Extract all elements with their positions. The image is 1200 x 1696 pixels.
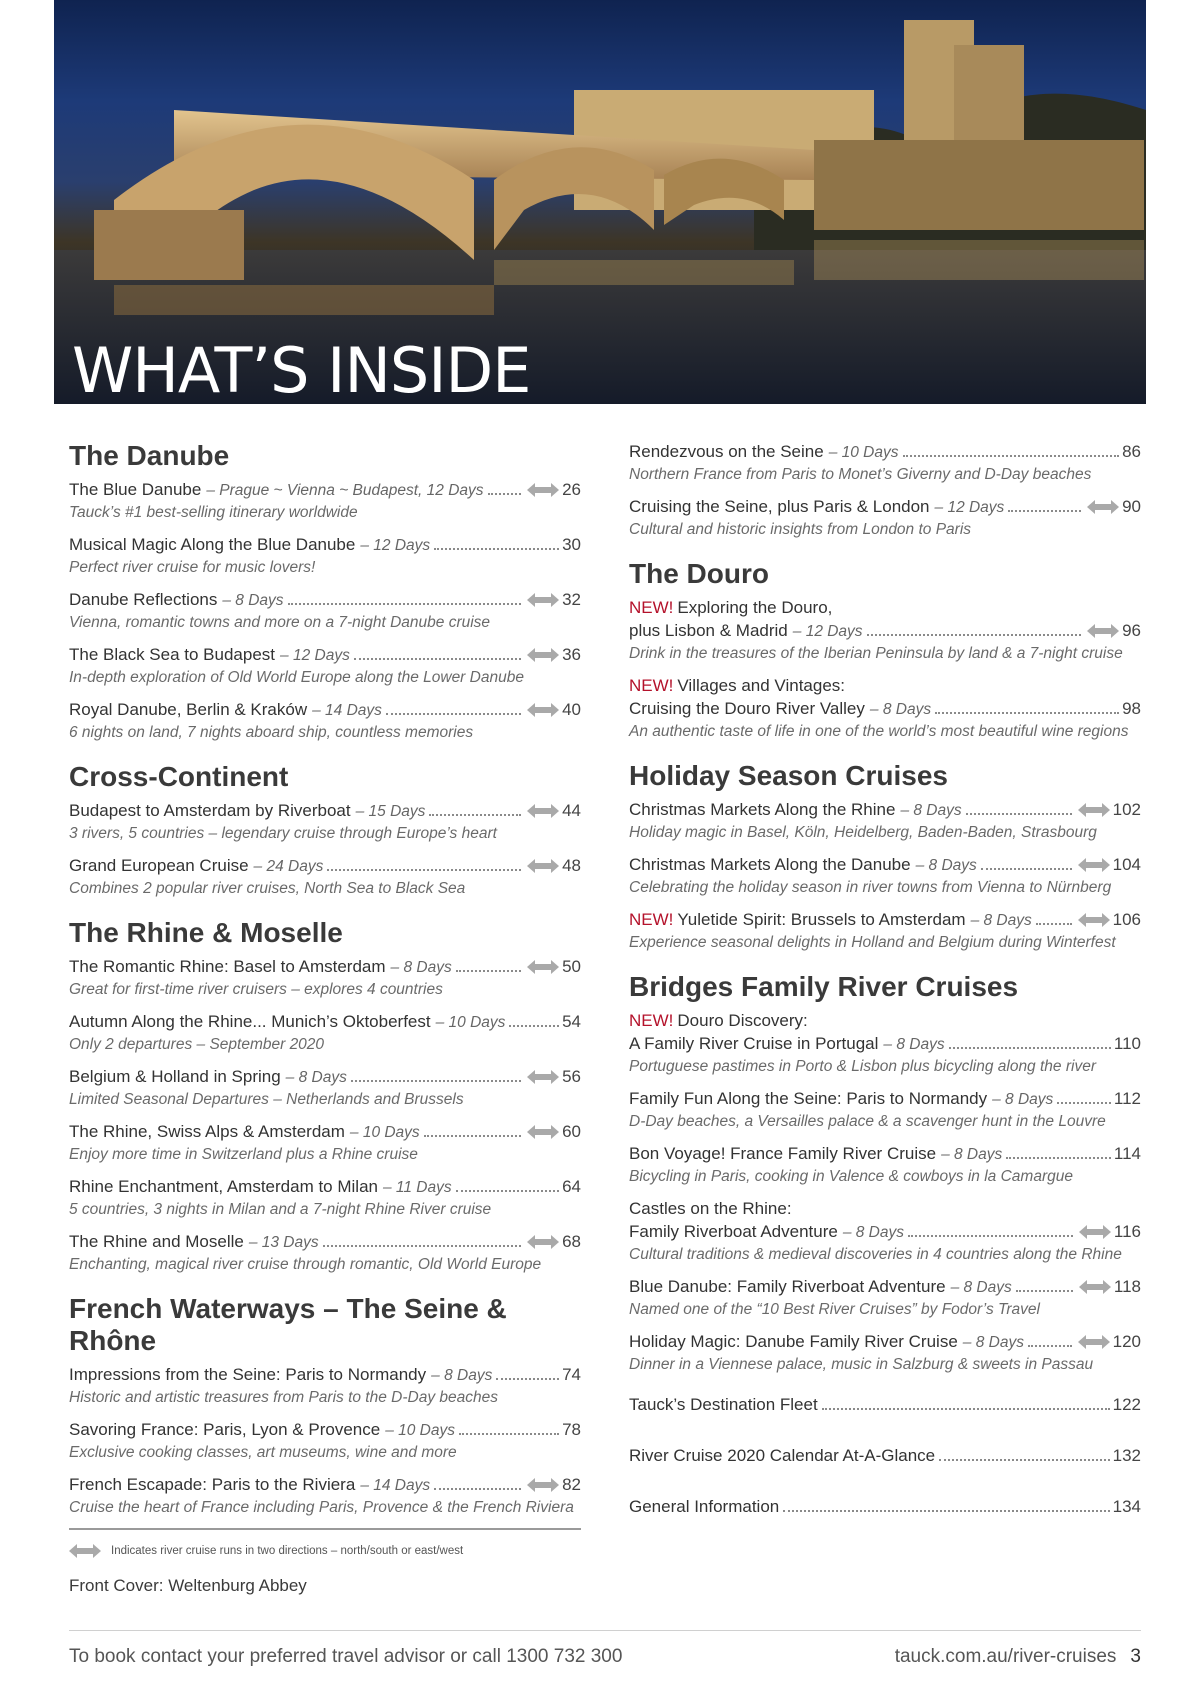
entry-title: Grand European Cruise	[69, 856, 249, 875]
toc-entry[interactable]	[629, 853, 1141, 898]
dot-leader	[966, 813, 1072, 815]
double-arrow-icon	[527, 1478, 559, 1492]
entry-title: General Information	[629, 1497, 780, 1516]
toc-entry[interactable]	[629, 1444, 1141, 1467]
dot-leader	[509, 1025, 559, 1027]
dot-leader	[424, 1135, 521, 1137]
entry-line	[69, 1175, 581, 1199]
entry-pre-title: Villages and Vintages:	[677, 676, 845, 695]
entry-title: River Cruise 2020 Calendar At-A-Glance	[629, 1446, 936, 1465]
entry-line	[69, 533, 581, 557]
entry-title: Tauck’s Destination Fleet	[629, 1395, 818, 1414]
entry-subtitle: Exclusive cooking classes, art museums, wine and more	[69, 1444, 457, 1461]
double-arrow-icon	[527, 703, 559, 717]
entry-duration: – 14 Days	[312, 702, 382, 719]
left-column	[69, 440, 581, 1596]
page-number: 112	[1113, 1089, 1141, 1108]
entry-line	[629, 908, 1141, 932]
dot-leader	[1028, 1345, 1072, 1347]
page-number: 30	[562, 535, 581, 554]
entry-pre-line	[629, 1197, 1141, 1220]
entry-line	[69, 478, 581, 502]
entry-title: The Rhine and Moselle	[69, 1232, 244, 1251]
page-number: 96	[1122, 621, 1141, 640]
entry-line	[69, 1363, 581, 1387]
toc-entry[interactable]	[629, 1393, 1141, 1416]
page-number: 50	[562, 957, 581, 976]
toc-entry[interactable]	[69, 588, 581, 633]
page-number: 68	[562, 1232, 581, 1251]
entry-title: Savoring France: Paris, Lyon & Provence	[69, 1420, 381, 1439]
entry-subtitle: Perfect river cruise for music lovers!	[69, 559, 316, 576]
dot-leader	[1057, 1102, 1111, 1104]
page-number: 26	[562, 480, 581, 499]
entry-line	[69, 799, 581, 823]
toc-entry[interactable]	[69, 799, 581, 844]
dot-leader	[1008, 510, 1081, 512]
toc-entry[interactable]	[69, 1175, 581, 1220]
entry-subtitle: 3 rivers, 5 countries – legendary cruise through Europe’s heart	[69, 825, 497, 842]
entry-subtitle: Cultural traditions & medieval discoveries in 4 countries along the Rhine	[629, 1246, 1122, 1263]
toc-entry[interactable]	[69, 698, 581, 743]
dot-leader	[434, 548, 559, 550]
entry-duration: – 8 Days	[431, 1367, 493, 1384]
section-heading: The Douro	[629, 558, 769, 589]
entry-subtitle: Northern France from Paris to Monet’s Giverny and D-Day beaches	[629, 466, 1092, 483]
double-arrow-icon	[1078, 858, 1110, 872]
entry-line	[69, 588, 581, 612]
double-arrow-icon	[1087, 624, 1119, 638]
entry-duration: – 10 Days	[828, 444, 899, 461]
page-number: 56	[562, 1067, 581, 1086]
entry-subtitle: Great for first-time river cruisers – explores 4 countries	[69, 981, 443, 998]
dot-leader	[386, 713, 521, 715]
double-arrow-icon	[527, 593, 559, 607]
entry-line	[629, 1087, 1141, 1111]
entry-line	[69, 1230, 581, 1254]
double-arrow-icon	[1087, 500, 1119, 514]
entry-title: Christmas Markets Along the Rhine	[629, 800, 896, 819]
entry-line	[629, 697, 1141, 721]
toc-entry[interactable]	[629, 495, 1141, 540]
entry-duration: – 8 Days	[992, 1091, 1054, 1108]
section-heading: French Waterways – The Seine & Rhône	[69, 1293, 507, 1356]
entry-duration: – 8 Days	[883, 1036, 945, 1053]
entry-line	[629, 1393, 1141, 1416]
toc-entry[interactable]	[629, 798, 1141, 843]
entry-pre-title: Castles on the Rhine:	[629, 1199, 792, 1218]
new-badge: NEW!	[629, 1011, 674, 1030]
entry-pre-line	[629, 674, 1141, 697]
page-number: 90	[1122, 497, 1141, 516]
entry-title: Rhine Enchantment, Amsterdam to Milan	[69, 1177, 378, 1196]
entry-duration: – 10 Days	[349, 1124, 420, 1141]
entry-subtitle: Celebrating the holiday season in river towns from Vienna to Nürnberg	[629, 879, 1112, 896]
entry-title: The Romantic Rhine: Basel to Amsterdam	[69, 957, 386, 976]
entry-line	[69, 1418, 581, 1442]
section-heading: Cross-Continent	[69, 761, 289, 792]
dot-leader	[456, 970, 521, 972]
page-number: 106	[1112, 910, 1141, 929]
entry-subtitle: Named one of the “10 Best River Cruises” by Fodor’s Travel	[629, 1301, 1040, 1318]
page-number: 48	[562, 856, 581, 875]
entry-duration: – 8 Days	[915, 857, 977, 874]
entry-line	[629, 853, 1141, 877]
entry-line	[629, 440, 1141, 464]
entry-duration: – 12 Days	[360, 537, 431, 554]
entry-line	[69, 854, 581, 878]
toc-entry[interactable]	[69, 1473, 581, 1518]
page-number: 102	[1112, 800, 1141, 819]
entry-line	[629, 1275, 1141, 1299]
page-number: 120	[1112, 1332, 1141, 1351]
entry-subtitle: Experience seasonal delights in Holland and Belgium during Winterfest	[629, 934, 1116, 951]
toc-entry[interactable]	[629, 1495, 1141, 1518]
dot-leader	[867, 634, 1082, 636]
toc-entry[interactable]	[629, 440, 1141, 485]
entry-duration: – 15 Days	[355, 803, 426, 820]
dot-leader	[939, 1459, 1109, 1461]
entry-subtitle: Historic and artistic treasures from Paris to the D-Day beaches	[69, 1389, 498, 1406]
page-number: 78	[562, 1420, 581, 1439]
toc-entry[interactable]	[629, 674, 1141, 742]
entry-subtitle: Limited Seasonal Departures – Netherlands and Brussels	[69, 1091, 464, 1108]
entry-duration: – 8 Days	[842, 1224, 904, 1241]
entry-title: plus Lisbon & Madrid	[629, 621, 788, 640]
double-arrow-icon	[1079, 1280, 1111, 1294]
toc-entry[interactable]	[69, 1120, 581, 1165]
toc-entry[interactable]	[629, 596, 1141, 664]
entry-duration: – 8 Days	[941, 1146, 1003, 1163]
double-arrow-icon	[527, 648, 559, 662]
dot-leader	[351, 1080, 521, 1082]
dot-leader	[935, 712, 1119, 714]
double-arrow-icon	[1079, 1225, 1111, 1239]
entry-title: The Black Sea to Budapest	[69, 645, 276, 664]
page-number: 82	[562, 1475, 581, 1494]
footer-url[interactable]: tauck.com.au/river-cruises	[894, 1646, 1117, 1667]
double-arrow-icon	[527, 1070, 559, 1084]
double-arrow-icon	[527, 483, 559, 497]
legend-divider	[69, 1528, 581, 1530]
entry-line	[69, 643, 581, 667]
dot-leader	[429, 814, 521, 816]
entry-duration: – 8 Days	[962, 1334, 1024, 1351]
entry-line	[629, 1220, 1141, 1244]
entry-title: Cruising the Seine, plus Paris & London	[629, 497, 930, 516]
entry-duration: – Prague ~ Vienna ~ Budapest, 12 Days	[206, 482, 484, 499]
entry-title: Impressions from the Seine: Paris to Normandy	[69, 1365, 427, 1384]
entry-subtitle: Combines 2 popular river cruises, North Sea to Black Sea	[69, 880, 466, 897]
page-number: 40	[562, 700, 581, 719]
entry-title: Family Riverboat Adventure	[629, 1222, 838, 1241]
new-badge: NEW!	[629, 676, 674, 695]
entry-title: A Family River Cruise in Portugal	[629, 1034, 879, 1053]
toc-entry[interactable]	[629, 1275, 1141, 1320]
dot-leader	[949, 1047, 1111, 1049]
section-heading: Holiday Season Cruises	[629, 760, 949, 791]
dot-leader	[783, 1510, 1109, 1512]
new-badge: NEW!	[629, 910, 674, 929]
right-column	[629, 440, 1141, 1528]
dot-leader	[1036, 923, 1072, 925]
entry-subtitle: Cruise the heart of France including Paris, Provence & the French Riviera	[69, 1499, 574, 1516]
entry-subtitle: An authentic taste of life in one of the world’s most beautiful wine regions	[629, 723, 1129, 740]
entry-title: Royal Danube, Berlin & Kraków	[69, 700, 308, 719]
entry-duration: – 8 Days	[950, 1279, 1012, 1296]
dot-leader	[327, 869, 521, 871]
dot-leader	[908, 1235, 1073, 1237]
dot-leader	[1016, 1290, 1073, 1292]
new-badge: NEW!	[629, 598, 674, 617]
page-number: 110	[1113, 1034, 1141, 1053]
entry-line	[629, 495, 1141, 519]
entry-duration: – 13 Days	[248, 1234, 319, 1251]
page-number: 132	[1112, 1446, 1141, 1465]
section-heading: The Danube	[69, 440, 230, 471]
dot-leader	[323, 1245, 521, 1247]
page-number: 36	[562, 645, 581, 664]
dot-leader	[288, 603, 522, 605]
entry-line	[629, 1330, 1141, 1354]
dot-leader	[434, 1488, 521, 1490]
entry-title: Musical Magic Along the Blue Danube	[69, 535, 356, 554]
entry-duration: – 10 Days	[435, 1014, 506, 1031]
toc-entry[interactable]	[69, 955, 581, 1000]
entry-subtitle: D-Day beaches, a Versailles palace & a scavenger hunt in the Louvre	[629, 1113, 1106, 1130]
footer-url-block	[895, 1646, 1141, 1668]
page-title: WHAT’S INSIDE	[72, 334, 531, 404]
entry-duration: – 8 Days	[900, 802, 962, 819]
entry-duration: – 8 Days	[390, 959, 452, 976]
entry-subtitle: Enchanting, magical river cruise through romantic, Old World Europe	[69, 1256, 542, 1273]
entry-line	[629, 1142, 1141, 1166]
toc-entry[interactable]	[629, 1197, 1141, 1265]
toc-entry[interactable]	[69, 533, 581, 578]
double-arrow-icon	[527, 859, 559, 873]
entry-duration: – 14 Days	[360, 1477, 431, 1494]
double-arrow-icon	[527, 1125, 559, 1139]
toc-entry[interactable]	[69, 1363, 581, 1408]
entry-title: The Rhine, Swiss Alps & Amsterdam	[69, 1122, 345, 1141]
entry-subtitle: In-depth exploration of Old World Europe along the Lower Danube	[69, 669, 524, 686]
dot-leader	[488, 493, 522, 495]
page-number: 74	[562, 1365, 581, 1384]
page-number: 98	[1122, 699, 1141, 718]
footer-page-number: 3	[1130, 1646, 1141, 1667]
entry-subtitle: 5 countries, 3 nights in Milan and a 7-night Rhine River cruise	[69, 1201, 492, 1218]
entry-subtitle: Portuguese pastimes in Porto & Lisbon plus bicycling along the river	[629, 1058, 1096, 1075]
toc-entry[interactable]	[69, 643, 581, 688]
toc-entry[interactable]	[629, 1142, 1141, 1187]
toc-entry[interactable]	[69, 854, 581, 899]
entry-line	[629, 1032, 1141, 1056]
toc-entry[interactable]	[69, 1230, 581, 1275]
entry-line	[69, 698, 581, 722]
page-number: 118	[1113, 1277, 1141, 1296]
entry-title: Holiday Magic: Danube Family River Cruise	[629, 1332, 958, 1351]
dot-leader	[903, 455, 1120, 457]
entry-title: Family Fun Along the Seine: Paris to Normandy	[629, 1089, 988, 1108]
double-arrow-icon	[69, 1544, 101, 1558]
toc-entry[interactable]	[629, 1009, 1141, 1077]
double-arrow-icon	[527, 804, 559, 818]
entry-duration: – 11 Days	[382, 1179, 452, 1196]
dot-leader	[822, 1408, 1110, 1410]
front-cover-caption: Front Cover: Weltenburg Abbey	[69, 1576, 307, 1595]
entry-title: Danube Reflections	[69, 590, 218, 609]
entry-duration: – 8 Days	[285, 1069, 347, 1086]
page-number: 122	[1112, 1395, 1141, 1414]
section-heading: The Rhine & Moselle	[69, 917, 343, 948]
dot-leader	[459, 1433, 559, 1435]
page-number: 134	[1112, 1497, 1141, 1516]
page-number: 44	[562, 801, 581, 820]
entry-pre-title: Exploring the Douro,	[677, 598, 833, 617]
entry-duration: – 12 Days	[792, 623, 863, 640]
dot-leader	[1006, 1157, 1111, 1159]
entry-subtitle: Drink in the treasures of the Iberian Peninsula by land & a 7-night cruise	[629, 645, 1123, 662]
entry-title: The Blue Danube	[69, 480, 202, 499]
entry-pre-title: Douro Discovery:	[677, 1011, 808, 1030]
footer-contact: To book contact your preferred travel advisor or call 1300 732 300	[69, 1646, 623, 1667]
entry-line	[629, 619, 1141, 643]
entry-subtitle: Enjoy more time in Switzerland plus a Rhine cruise	[69, 1146, 418, 1163]
entry-line	[69, 955, 581, 979]
entry-line	[629, 1444, 1141, 1467]
section-heading: Bridges Family River Cruises	[629, 971, 1019, 1002]
toc-entry[interactable]	[629, 908, 1141, 953]
entry-duration: – 10 Days	[385, 1422, 455, 1439]
page-number: 116	[1113, 1222, 1141, 1241]
entry-title: Belgium & Holland in Spring	[69, 1067, 281, 1086]
toc-entry[interactable]	[69, 1418, 581, 1463]
toc-entry[interactable]	[69, 1065, 581, 1110]
double-arrow-icon	[1078, 1335, 1110, 1349]
hero-image	[54, 0, 1146, 404]
dot-leader	[456, 1190, 559, 1192]
page-number: 64	[562, 1177, 581, 1196]
two-way-legend	[69, 1544, 581, 1558]
entry-subtitle: Dinner in a Viennese palace, music in Salzburg & sweets in Passau	[629, 1356, 1094, 1373]
double-arrow-icon	[527, 1235, 559, 1249]
entry-duration: – 8 Days	[970, 912, 1032, 929]
entry-title: Bon Voyage! France Family River Cruise	[629, 1144, 937, 1163]
entry-duration: – 12 Days	[934, 499, 1005, 516]
entry-title: Rendezvous on the Seine	[629, 442, 824, 461]
entry-line	[69, 1120, 581, 1144]
entry-title: Cruising the Douro River Valley	[629, 699, 865, 718]
double-arrow-icon	[527, 960, 559, 974]
footer-divider	[69, 1630, 1141, 1631]
toc-entry[interactable]	[69, 478, 581, 523]
dot-leader	[354, 658, 521, 660]
legend-text: Indicates river cruise runs in two directions – north/south or east/west	[111, 1545, 464, 1557]
entry-duration: – 8 Days	[869, 701, 932, 718]
page-number: 86	[1122, 442, 1141, 461]
entry-subtitle: 6 nights on land, 7 nights aboard ship, countless memories	[69, 724, 474, 741]
entry-line	[69, 1065, 581, 1089]
toc-entry[interactable]	[629, 1330, 1141, 1375]
entry-subtitle: Holiday magic in Basel, Köln, Heidelberg, Baden-Baden, Strasbourg	[629, 824, 1097, 841]
entry-duration: – 24 Days	[253, 858, 324, 875]
page-number: 54	[562, 1012, 581, 1031]
entry-duration: – 12 Days	[280, 647, 350, 664]
toc-entry[interactable]	[629, 1087, 1141, 1132]
entry-subtitle: Cultural and historic insights from London to Paris	[629, 521, 972, 538]
entry-line	[69, 1473, 581, 1497]
toc-entry[interactable]	[69, 1010, 581, 1055]
page-number: 114	[1113, 1144, 1141, 1163]
entry-line	[629, 798, 1141, 822]
entry-duration: – 8 Days	[222, 592, 284, 609]
entry-subtitle: Only 2 departures – September 2020	[69, 1036, 325, 1053]
entry-title: Budapest to Amsterdam by Riverboat	[69, 801, 351, 820]
entry-title: Christmas Markets Along the Danube	[629, 855, 911, 874]
entry-title: Yuletide Spirit: Brussels to Amsterdam	[677, 910, 966, 929]
double-arrow-icon	[1078, 803, 1110, 817]
page-number: 32	[562, 590, 581, 609]
entry-subtitle: Bicycling in Paris, cooking in Valence & cowboys in la Camargue	[629, 1168, 1073, 1185]
page-number: 60	[562, 1122, 581, 1141]
entry-pre-line	[629, 1009, 1141, 1032]
entry-title: Autumn Along the Rhine... Munich’s Oktoberfest	[69, 1012, 431, 1031]
double-arrow-icon	[1078, 913, 1110, 927]
page-number: 104	[1112, 855, 1141, 874]
entry-line	[629, 1495, 1141, 1518]
entry-pre-line	[629, 596, 1141, 619]
entry-subtitle: Tauck’s #1 best-selling itinerary worldwide	[69, 504, 358, 521]
dot-leader	[496, 1378, 559, 1380]
entry-line	[69, 1010, 581, 1034]
entry-title: French Escapade: Paris to the Riviera	[69, 1475, 356, 1494]
dot-leader	[981, 868, 1072, 870]
entry-title: Blue Danube: Family Riverboat Adventure	[629, 1277, 946, 1296]
entry-subtitle: Vienna, romantic towns and more on a 7-night Danube cruise	[69, 614, 491, 631]
